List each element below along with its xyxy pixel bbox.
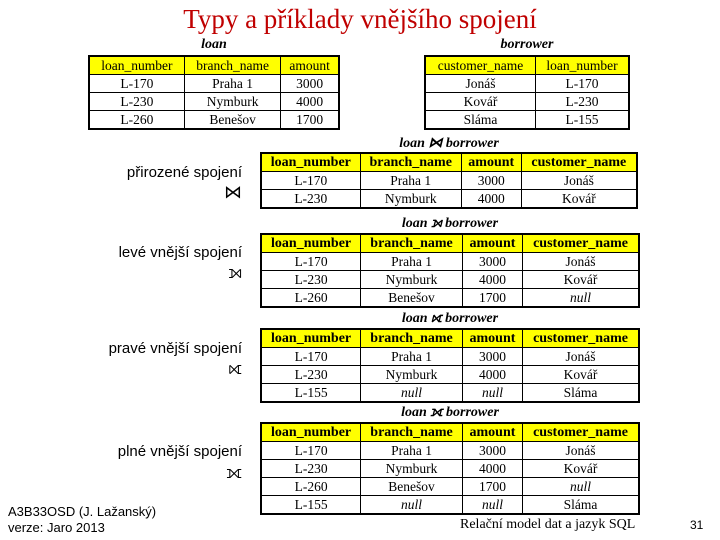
table-row — [261, 460, 639, 478]
col-header: loan_number — [261, 329, 361, 348]
table-row — [261, 289, 639, 308]
cell: L-230 — [261, 366, 361, 384]
full-join-caption: loan ⟗ borrower — [401, 405, 499, 420]
result-header-row — [261, 423, 639, 442]
col-header: branch_name — [361, 234, 463, 253]
col-header: amount — [461, 153, 521, 172]
natural-join-label: přirozené spojení — [126, 164, 242, 181]
loan-header-row — [89, 56, 339, 75]
col-header: customer_name — [523, 234, 639, 253]
cell: Nymburk — [361, 460, 463, 478]
col-header: customer_name — [523, 423, 639, 442]
right-join-icon: ⟖ — [228, 358, 242, 379]
col-header: loan_number — [261, 423, 361, 442]
table-row — [425, 111, 629, 130]
slide-title: Typy a příklady vnějšího spojení — [183, 4, 537, 34]
cell: Praha 1 — [361, 442, 463, 460]
col-header: customer_name — [523, 329, 639, 348]
table-row — [261, 384, 639, 403]
cell: null — [523, 289, 639, 308]
borrower-col-header: loan_number — [535, 56, 629, 75]
cell: L-230 — [261, 271, 361, 289]
table-row — [261, 253, 639, 271]
table-row — [261, 271, 639, 289]
cell: null — [523, 478, 639, 496]
loan-col-header: loan_number — [89, 56, 184, 75]
cell: L-155 — [261, 496, 361, 515]
cell: Jonáš — [523, 348, 639, 366]
col-header: customer_name — [521, 153, 637, 172]
left-join-label: levé vnější spojení — [118, 244, 242, 261]
result-header-row — [261, 234, 639, 253]
cell: 3000 — [462, 253, 522, 271]
cell: null — [462, 384, 522, 403]
course-label: A3B33OSD (J. Lažanský) — [8, 504, 157, 519]
cell: L-260 — [261, 478, 361, 496]
cell: 3000 — [462, 348, 522, 366]
footer-center: Relační model dat a jazyk SQL — [460, 517, 636, 532]
cell: 3000 — [462, 442, 522, 460]
borrower-table — [424, 55, 630, 130]
cell: L-260 — [261, 289, 361, 308]
cell: 4000 — [462, 271, 522, 289]
full-join-label: plné vnější spojení — [117, 443, 242, 460]
cell: 4000 — [462, 366, 522, 384]
cell: Jonáš — [523, 253, 639, 271]
cell: Benešov — [184, 111, 281, 130]
col-header: amount — [462, 329, 522, 348]
cell: 1700 — [462, 478, 522, 496]
col-header: amount — [462, 423, 522, 442]
loan-table — [88, 55, 340, 130]
table-row — [261, 478, 639, 496]
natural-join-icon: ⋈ — [224, 182, 242, 203]
cell: Sláma — [523, 384, 639, 403]
table-row — [261, 496, 639, 515]
cell: Praha 1 — [361, 253, 463, 271]
left-join-table — [260, 233, 640, 308]
table-row — [261, 442, 639, 460]
cell: L-230 — [261, 460, 361, 478]
cell: Nymburk — [360, 190, 461, 209]
table-row — [89, 111, 339, 130]
cell: Benešov — [361, 289, 463, 308]
table-row — [261, 366, 639, 384]
borrower-col-header: customer_name — [425, 56, 535, 75]
cell: L-155 — [535, 111, 629, 130]
col-header: branch_name — [361, 423, 463, 442]
cell: L-170 — [261, 348, 361, 366]
cell: Benešov — [361, 478, 463, 496]
col-header: loan_number — [261, 153, 360, 172]
cell: Kovář — [523, 460, 639, 478]
table-row — [425, 93, 629, 111]
cell: 1700 — [281, 111, 339, 130]
cell: Sláma — [523, 496, 639, 515]
borrower-header-row — [425, 56, 629, 75]
cell: L-230 — [535, 93, 629, 111]
cell: Nymburk — [361, 271, 463, 289]
right-join-label: pravé vnější spojení — [108, 340, 242, 357]
cell: Jonáš — [425, 75, 535, 93]
natural-join-caption: loan ⋈ borrower — [399, 136, 499, 151]
cell: L-170 — [89, 75, 184, 93]
cell: L-170 — [261, 172, 360, 190]
table-row — [261, 172, 637, 190]
cell: 4000 — [461, 190, 521, 209]
cell: Jonáš — [523, 442, 639, 460]
col-header: loan_number — [261, 234, 361, 253]
table-row — [425, 75, 629, 93]
right-join-table — [260, 328, 640, 403]
cell: null — [462, 496, 522, 515]
table-row — [261, 190, 637, 209]
version-label: verze: Jaro 2013 — [8, 520, 105, 535]
cell: Praha 1 — [361, 348, 463, 366]
cell: 4000 — [462, 460, 522, 478]
footer-left — [8, 504, 156, 536]
cell: 4000 — [281, 93, 339, 111]
loan-col-header: amount — [281, 56, 339, 75]
table-row — [89, 75, 339, 93]
borrower-caption: borrower — [500, 37, 554, 52]
natural-join-table — [260, 152, 638, 209]
table-row — [89, 93, 339, 111]
cell: Praha 1 — [184, 75, 281, 93]
loan-caption: loan — [201, 37, 227, 52]
cell: L-230 — [261, 190, 360, 209]
cell: L-170 — [261, 253, 361, 271]
cell: Nymburk — [361, 366, 463, 384]
left-join-caption: loan ⟕ borrower — [401, 216, 499, 231]
cell: null — [361, 496, 463, 515]
cell: 1700 — [462, 289, 522, 308]
full-join-table — [260, 422, 640, 515]
loan-col-header: branch_name — [184, 56, 281, 75]
cell: Kovář — [521, 190, 637, 209]
cell: Kovář — [523, 366, 639, 384]
cell: Nymburk — [184, 93, 281, 111]
col-header: branch_name — [361, 329, 463, 348]
col-header: amount — [462, 234, 522, 253]
cell: L-170 — [261, 442, 361, 460]
right-join-caption: loan ⟖ borrower — [401, 311, 499, 326]
cell: Kovář — [523, 271, 639, 289]
cell: Kovář — [425, 93, 535, 111]
cell: L-260 — [89, 111, 184, 130]
page-number: 31 — [690, 518, 704, 532]
cell: 3000 — [281, 75, 339, 93]
left-join-icon: ⟕ — [228, 262, 242, 283]
result-header-row — [261, 153, 637, 172]
table-row — [261, 348, 639, 366]
full-join-icon: ⟗ — [226, 462, 242, 483]
col-header: branch_name — [360, 153, 461, 172]
cell: Sláma — [425, 111, 535, 130]
cell: L-230 — [89, 93, 184, 111]
cell: null — [361, 384, 463, 403]
cell: 3000 — [461, 172, 521, 190]
cell: L-155 — [261, 384, 361, 403]
result-header-row — [261, 329, 639, 348]
cell: Praha 1 — [360, 172, 461, 190]
cell: L-170 — [535, 75, 629, 93]
cell: Jonáš — [521, 172, 637, 190]
